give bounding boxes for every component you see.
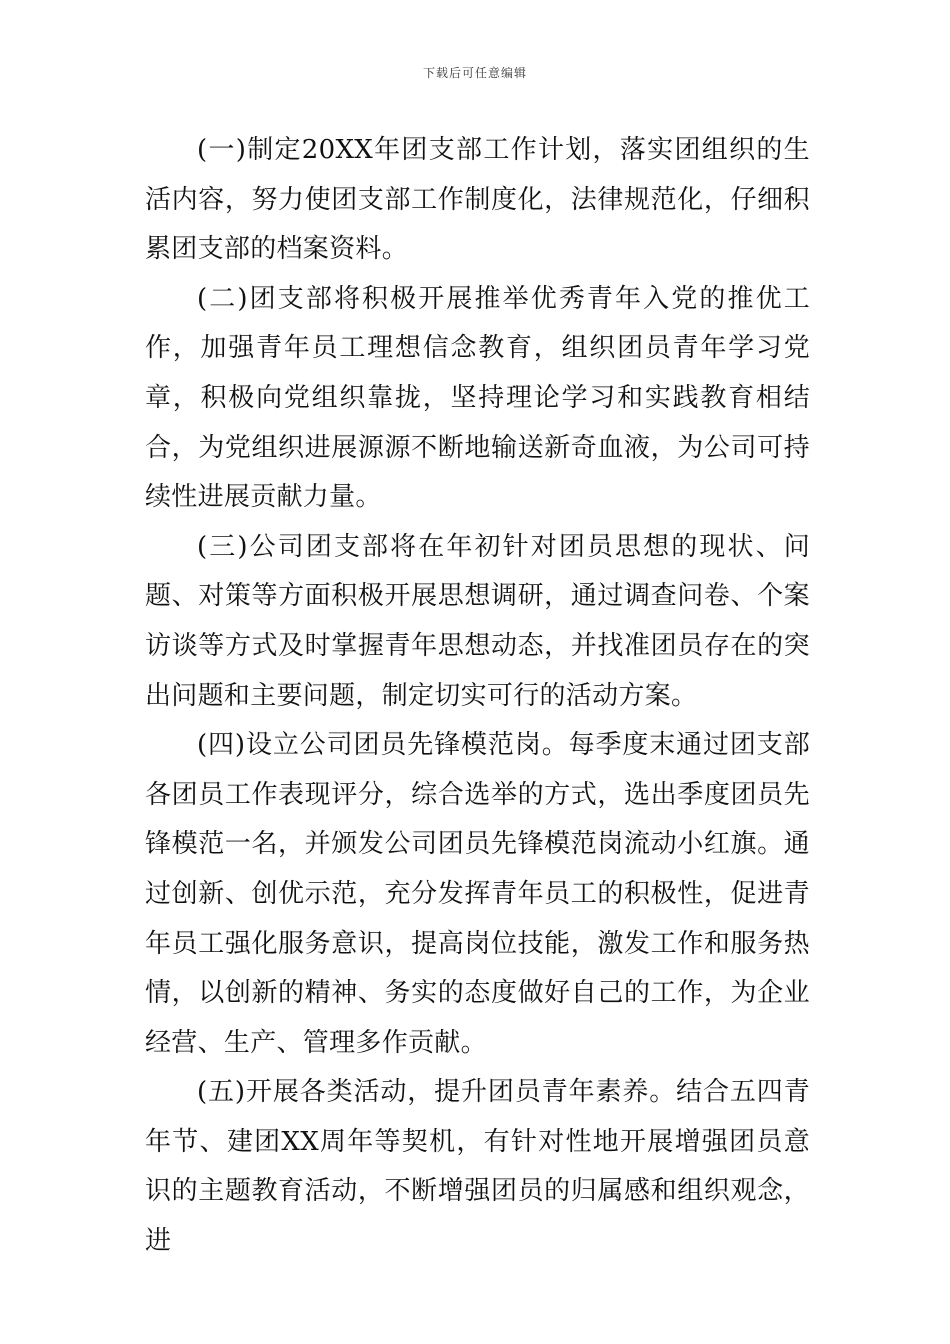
page-header: 下载后可任意编辑 xyxy=(422,66,527,80)
paragraph-1: (一)制定20XX年团支部工作计划，落实团组织的生活内容，努力使团支部工作制度化，法律规范化，仔细积累团支部的档案资料。 xyxy=(145,135,810,265)
paragraph-2: (二)团支部将积极开展推举优秀青年入党的推优工作，加强青年员工理想信念教育，组织团员青年学习党章，积极向党组织靠拢，坚持理论学习和实践教育相结合，为党组织进展源源不断地输送新奇血液，为公司可持续性进展贡献力量。 xyxy=(145,283,810,513)
paragraph-4: (四)设立公司团员先锋模范岗。每季度末通过团支部各团员工作表现评分，综合选举的方式，选出季度团员先锋模范一名，并颁发公司团员先锋模范岗流动小红旗。通过创新、创优示范，充分发挥青年员工的积极性，促进青年员工强化服务意识，提高岗位技能，激发工作和服务热情，以创新的精神、务实的态度做好自己的工作，为企业经营、生产、管理多作贡献。 xyxy=(145,730,810,1058)
paragraph-3: (三)公司团支部将在年初针对团员思想的现状、问题、对策等方面积极开展思想调研，通过调查问卷、个案访谈等方式及时掌握青年思想动态，并找准团员存在的突出问题和主要问题，制定切实可行的活动方案。 xyxy=(145,531,810,711)
document-body xyxy=(145,126,810,1267)
paragraph-5: (五)开展各类活动，提升团员青年素养。结合五四青年节、建团XX周年等契机，有针对性地开展增强团员意识的主题教育活动，不断增强团员的归属感和组织观念，进 xyxy=(145,1077,810,1257)
